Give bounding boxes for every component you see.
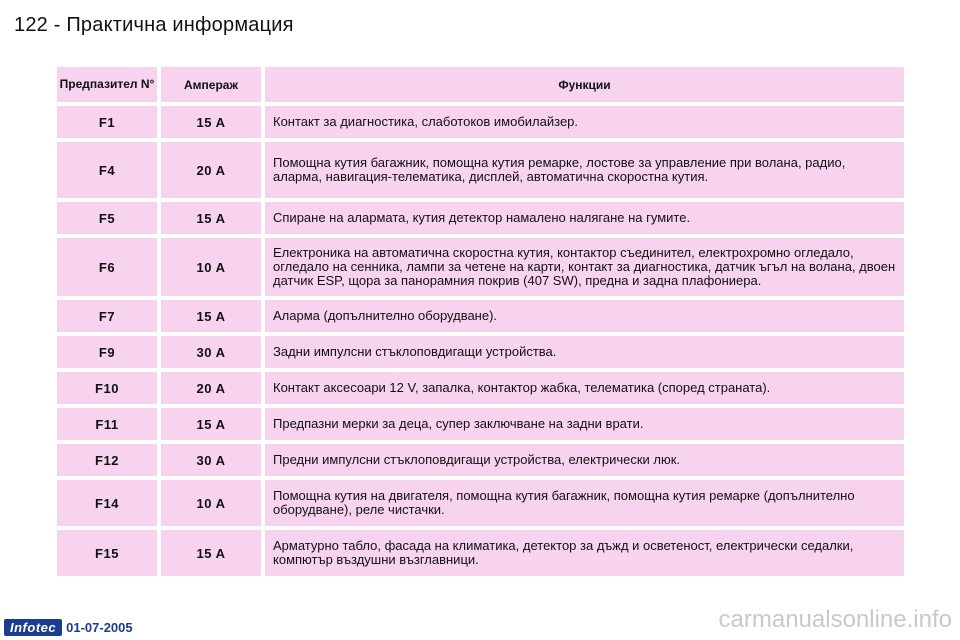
function-cell	[265, 408, 904, 440]
fuse-id: F15	[57, 530, 157, 576]
header-functions: Функции	[265, 67, 904, 102]
header-amperage: Ампераж	[161, 67, 261, 102]
fuse-id: F1	[57, 106, 157, 138]
table-row	[57, 372, 904, 404]
fuse-id: F5	[57, 202, 157, 234]
fuse-id: F6	[57, 238, 157, 296]
function-text: Предни импулсни стъклоповдигащи устройства, електрически люк.	[273, 452, 681, 467]
function-cell	[265, 142, 904, 198]
function-cell	[265, 372, 904, 404]
watermark: carmanualsonline.info	[718, 606, 952, 633]
function-text: Електроника на автоматична скоростна кутия, контактор съединител, електрохромно огледало, огледало на сенника, лампи за четене на карти, контакт за диагностика, датчик ъгъл на волана, двоен датчик ESP, щора за панорамния покрив (407 SW), предна и задна плафониера.	[273, 245, 896, 288]
amperage: 30 A	[161, 336, 261, 368]
amperage: 15 A	[161, 106, 261, 138]
footer-date: 01-07-2005	[66, 620, 133, 635]
table-row	[57, 106, 904, 138]
function-text: Спиране на алармата, кутия детектор намалено налягане на гумите.	[273, 210, 691, 225]
function-cell	[265, 336, 904, 368]
function-cell	[265, 106, 904, 138]
header-fuse: Предпазител N°	[57, 67, 157, 102]
amperage: 10 A	[161, 480, 261, 526]
fuse-id: F7	[57, 300, 157, 332]
function-cell	[265, 238, 904, 296]
function-text: Помощна кутия на двигателя, помощна кутия багажник, помощна кутия ремарке (допълнително оборудване), реле чистачки.	[273, 488, 855, 517]
infotec-logo: Infotec	[4, 619, 62, 636]
function-cell	[265, 444, 904, 476]
function-cell	[265, 202, 904, 234]
fuse-id: F12	[57, 444, 157, 476]
table-row	[57, 530, 904, 576]
table-row	[57, 480, 904, 526]
function-text: Аларма (допълнително оборудване).	[273, 308, 498, 323]
function-cell	[265, 300, 904, 332]
fuse-id: F10	[57, 372, 157, 404]
table-row	[57, 444, 904, 476]
function-text: Арматурно табло, фасада на климатика, детектор за дъжд и осветеност, електрически седалки, компютър въздушни възглавници.	[273, 538, 854, 567]
function-text: Задни импулсни стъклоповдигащи устройства.	[273, 344, 557, 359]
table-row	[57, 202, 904, 234]
amperage: 15 A	[161, 530, 261, 576]
fuse-id: F14	[57, 480, 157, 526]
function-text: Предпазни мерки за деца, супер заключване на задни врати.	[273, 416, 644, 431]
fuse-table	[57, 67, 904, 576]
table-row	[57, 238, 904, 296]
function-text: Контакт за диагностика, слаботоков имобилайзер.	[273, 114, 579, 129]
table-row	[57, 408, 904, 440]
amperage: 20 A	[161, 372, 261, 404]
fuse-id: F9	[57, 336, 157, 368]
table-row	[57, 300, 904, 332]
function-text: Помощна кутия багажник, помощна кутия ремарке, лостове за управление при волана, радио, аларма, навигация-телематика, дисплей, автоматична скоростна кутия.	[273, 155, 846, 184]
amperage: 30 A	[161, 444, 261, 476]
table-row	[57, 336, 904, 368]
amperage: 10 A	[161, 238, 261, 296]
table-row	[57, 142, 904, 198]
fuse-id: F11	[57, 408, 157, 440]
amperage: 15 A	[161, 408, 261, 440]
function-cell	[265, 480, 904, 526]
amperage: 15 A	[161, 300, 261, 332]
fuse-id: F4	[57, 142, 157, 198]
function-text: Контакт аксесоари 12 V, запалка, контактор жабка, телематика (според страната).	[273, 380, 771, 395]
table-header-row	[57, 67, 904, 102]
page-title: 122 - Практична информация	[14, 14, 294, 36]
amperage: 15 A	[161, 202, 261, 234]
footer	[4, 619, 133, 636]
amperage: 20 A	[161, 142, 261, 198]
function-cell	[265, 530, 904, 576]
